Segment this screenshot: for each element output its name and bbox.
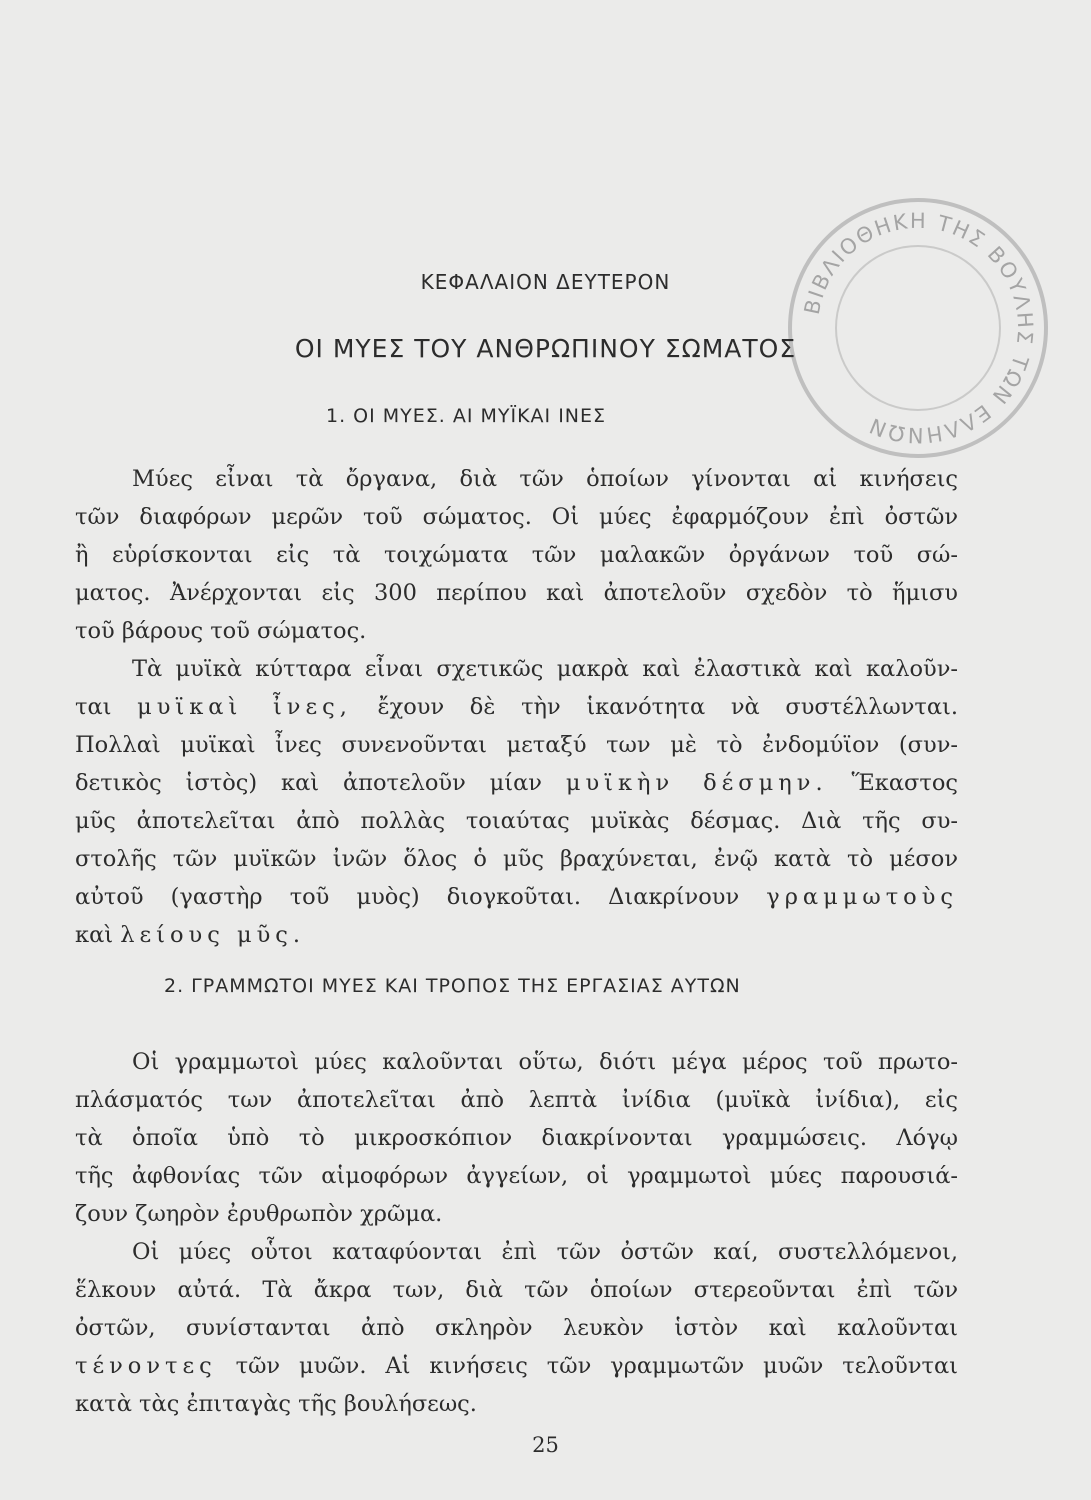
text-line: στολῆς τῶν μυϊκῶν ἰνῶν ὅλος ὁ μῦς βραχύνεται, ἐνῷ κατὰ τὸ μέσον bbox=[75, 846, 958, 872]
spaced-term: μυϊκαὶ ἶνες, bbox=[137, 694, 352, 720]
text-line: πλάσματός των ἀποτελεῖται ἀπὸ λεπτὰ ἰνίδια (μυϊκὰ ἰνίδια), εἰς bbox=[75, 1087, 958, 1113]
text-line bbox=[75, 916, 958, 954]
page-number: 25 bbox=[532, 1433, 559, 1457]
text-line bbox=[75, 878, 958, 916]
text-line: ἢ εὑρίσκονται εἰς τὰ τοιχώματα τῶν μαλακῶν ὀργάνων τοῦ σώ- bbox=[75, 542, 958, 568]
text-line: τῶν διαφόρων μερῶν τοῦ σώματος. Οἱ μύες ἐφαρμόζουν ἐπὶ ὀστῶν bbox=[75, 504, 958, 530]
library-stamp bbox=[783, 193, 1053, 463]
text-line: Πολλαὶ μυϊκαὶ ἶνες συνενοῦνται μεταξύ των μὲ τὸ ἐνδομύϊον (συν- bbox=[75, 732, 958, 758]
text-span: Ἕκαστος bbox=[851, 770, 958, 796]
text-line: Οἱ μύες οὗτοι καταφύονται ἐπὶ τῶν ὀστῶν καί, συστελλόμενοι, bbox=[132, 1239, 958, 1265]
text-span: ἔχουν δὲ τὴν ἱκανότητα νὰ συστέλλωνται. bbox=[377, 694, 959, 720]
text-line: τὰ ὁποῖα ὑπὸ τὸ μικροσκόπιον διακρίνονται γραμμώσεις. Λόγῳ bbox=[75, 1125, 958, 1151]
section-heading-1: 1. ΟΙ ΜΥΕΣ. ΑΙ ΜΥΪΚΑΙ ΙΝΕΣ bbox=[326, 405, 607, 427]
text-line: τῆς ἀφθονίας τῶν αἱμοφόρων ἀγγείων, οἱ γραμμωτοὶ μύες παρουσιά- bbox=[75, 1163, 958, 1189]
spaced-term: μυϊκὴν δέσμην. bbox=[565, 770, 828, 796]
text-line: Οἱ γραμμωτοὶ μύες καλοῦνται οὕτω, διότι μέγα μέρος τοῦ πρωτο- bbox=[132, 1049, 958, 1075]
text-line: Τὰ μυϊκὰ κύτταρα εἶναι σχετικῶς μακρὰ καὶ ἐλαστικὰ καὶ καλοῦν- bbox=[132, 656, 958, 682]
spaced-term: λείους μῦς. bbox=[120, 922, 306, 948]
spaced-term: τένοντες bbox=[75, 1353, 217, 1379]
text-line: τοῦ βάρους τοῦ σώματος. bbox=[75, 618, 367, 644]
text-line: μῦς ἀποτελεῖται ἀπὸ πολλὰς τοιαύτας μυϊκὰς δέσμας. Διὰ τῆς συ- bbox=[75, 808, 958, 834]
spaced-term: γραμμωτοὺς bbox=[766, 884, 958, 910]
chapter-label: ΚΕΦΑΛΑΙΟΝ ΔΕΥΤΕΡΟΝ bbox=[420, 270, 671, 294]
text-line bbox=[75, 688, 958, 726]
text-span: ται bbox=[75, 694, 112, 720]
text-span: τῶν μυῶν. Αἱ κινήσεις τῶν γραμμωτῶν μυῶν τελοῦνται bbox=[235, 1353, 959, 1379]
text-line: κατὰ τὰς ἐπιταγὰς τῆς βουλήσεως. bbox=[75, 1391, 477, 1417]
text-line: ὀστῶν, συνίστανται ἀπὸ σκληρὸν λευκὸν ἱστὸν καὶ καλοῦνται bbox=[75, 1315, 958, 1341]
text-line bbox=[75, 1347, 958, 1385]
text-line bbox=[75, 764, 958, 802]
text-line: ἕλκουν αὐτά. Τὰ ἄκρα των, διὰ τῶν ὁποίων στερεοῦνται ἐπὶ τῶν bbox=[75, 1277, 958, 1303]
section-heading-2: 2. ΓΡΑΜΜΩΤΟΙ ΜΥΕΣ ΚΑΙ ΤΡΟΠΟΣ ΤΗΣ ΕΡΓΑΣΙΑΣ ΑΥΤΩΝ bbox=[164, 975, 741, 997]
text-line: Μύες εἶναι τὰ ὄργανα, διὰ τῶν ὁποίων γίνονται αἱ κινήσεις bbox=[132, 466, 958, 492]
stamp-text: ΒΙΒΛΙΟΘΗΚΗ ΤΗΣ ΒΟΥΛΗΣ ΤΩΝ ΕΛΛΗΝΩΝ bbox=[799, 208, 1038, 448]
text-span: καὶ bbox=[75, 922, 114, 948]
text-span: αὐτοῦ (γαστὴρ τοῦ μυὸς) διογκοῦται. Διακρίνουν bbox=[75, 884, 740, 910]
text-line: ματος. Ἀνέρχονται εἰς 300 περίπου καὶ ἀποτελοῦν σχεδὸν τὸ ἥμισυ bbox=[75, 580, 958, 606]
text-span: δετικὸς ἱστὸς) καὶ ἀποτελοῦν μίαν bbox=[75, 770, 542, 796]
chapter-title: ΟΙ ΜΥΕΣ ΤΟΥ ΑΝΘΡΩΠΙΝΟΥ ΣΩΜΑΤΟΣ bbox=[294, 334, 797, 363]
text-line: ζουν ζωηρὸν ἐρυθρωπὸν χρῶμα. bbox=[75, 1201, 443, 1227]
